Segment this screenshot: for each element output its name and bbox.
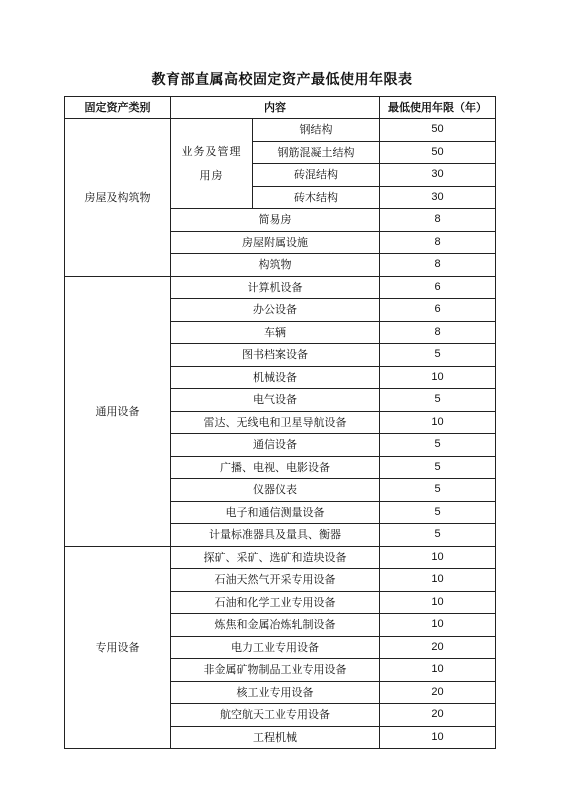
content-cell: 计算机设备 — [171, 276, 380, 299]
content-cell: 核工业专用设备 — [171, 681, 380, 704]
table-row — [65, 276, 496, 299]
content-cell: 构筑物 — [171, 254, 380, 277]
content-cell: 广播、电视、电影设备 — [171, 456, 380, 479]
header-content: 内容 — [171, 97, 380, 119]
content-cell: 计量标准器具及量具、衡器 — [171, 524, 380, 547]
content-cell: 电力工业专用设备 — [171, 636, 380, 659]
content-cell: 探矿、采矿、选矿和造块设备 — [171, 546, 380, 569]
category-cell: 房屋及构筑物 — [65, 119, 171, 277]
years-cell: 8 — [380, 209, 496, 232]
table-row — [65, 119, 496, 142]
content-cell: 仪器仪表 — [171, 479, 380, 502]
years-cell: 8 — [380, 321, 496, 344]
years-cell: 6 — [380, 276, 496, 299]
content-cell: 车辆 — [171, 321, 380, 344]
header-category: 固定资产类别 — [65, 97, 171, 119]
content-cell: 电子和通信测量设备 — [171, 501, 380, 524]
content-cell: 雷达、无线电和卫星导航设备 — [171, 411, 380, 434]
content-cell: 炼焦和金属冶炼轧制设备 — [171, 614, 380, 637]
years-cell: 8 — [380, 254, 496, 277]
content-cell: 砖混结构 — [253, 164, 380, 187]
years-cell: 10 — [380, 659, 496, 682]
table-header-row — [65, 97, 496, 119]
years-cell: 10 — [380, 614, 496, 637]
years-cell: 10 — [380, 726, 496, 749]
content-cell: 航空航天工业专用设备 — [171, 704, 380, 727]
content-cell: 房屋附属设施 — [171, 231, 380, 254]
content-cell: 简易房 — [171, 209, 380, 232]
years-cell: 20 — [380, 681, 496, 704]
content-cell: 钢结构 — [253, 119, 380, 142]
content-cell: 非金属矿物制品工业专用设备 — [171, 659, 380, 682]
years-cell: 10 — [380, 546, 496, 569]
category-cell: 专用设备 — [65, 546, 171, 749]
years-cell: 30 — [380, 186, 496, 209]
years-cell: 5 — [380, 524, 496, 547]
content-cell: 石油和化学工业专用设备 — [171, 591, 380, 614]
content-cell: 图书档案设备 — [171, 344, 380, 367]
category-cell: 通用设备 — [65, 276, 171, 546]
years-cell: 5 — [380, 501, 496, 524]
years-cell: 30 — [380, 164, 496, 187]
years-cell: 10 — [380, 591, 496, 614]
years-cell: 50 — [380, 119, 496, 142]
content-cell: 石油天然气开采专用设备 — [171, 569, 380, 592]
subcategory-label: 业务及管理用房 — [181, 144, 242, 182]
years-cell: 6 — [380, 299, 496, 322]
content-cell: 通信设备 — [171, 434, 380, 457]
table-row — [65, 546, 496, 569]
subcategory-cell — [171, 119, 253, 209]
content-cell: 工程机械 — [171, 726, 380, 749]
content-cell: 钢筋混凝土结构 — [253, 141, 380, 164]
years-cell: 10 — [380, 569, 496, 592]
content-cell: 办公设备 — [171, 299, 380, 322]
years-cell: 20 — [380, 636, 496, 659]
years-cell: 20 — [380, 704, 496, 727]
years-cell: 50 — [380, 141, 496, 164]
years-cell: 5 — [380, 479, 496, 502]
page-title: 教育部直属高校固定资产最低使用年限表 — [151, 72, 413, 88]
years-cell: 5 — [380, 389, 496, 412]
years-cell: 10 — [380, 411, 496, 434]
content-cell: 电气设备 — [171, 389, 380, 412]
years-cell: 10 — [380, 366, 496, 389]
header-years: 最低使用年限（年） — [380, 97, 496, 119]
years-cell: 5 — [380, 456, 496, 479]
years-cell: 5 — [380, 344, 496, 367]
years-cell: 5 — [380, 434, 496, 457]
content-cell: 机械设备 — [171, 366, 380, 389]
asset-lifetime-table — [64, 96, 496, 749]
years-cell: 8 — [380, 231, 496, 254]
content-cell: 砖木结构 — [253, 186, 380, 209]
